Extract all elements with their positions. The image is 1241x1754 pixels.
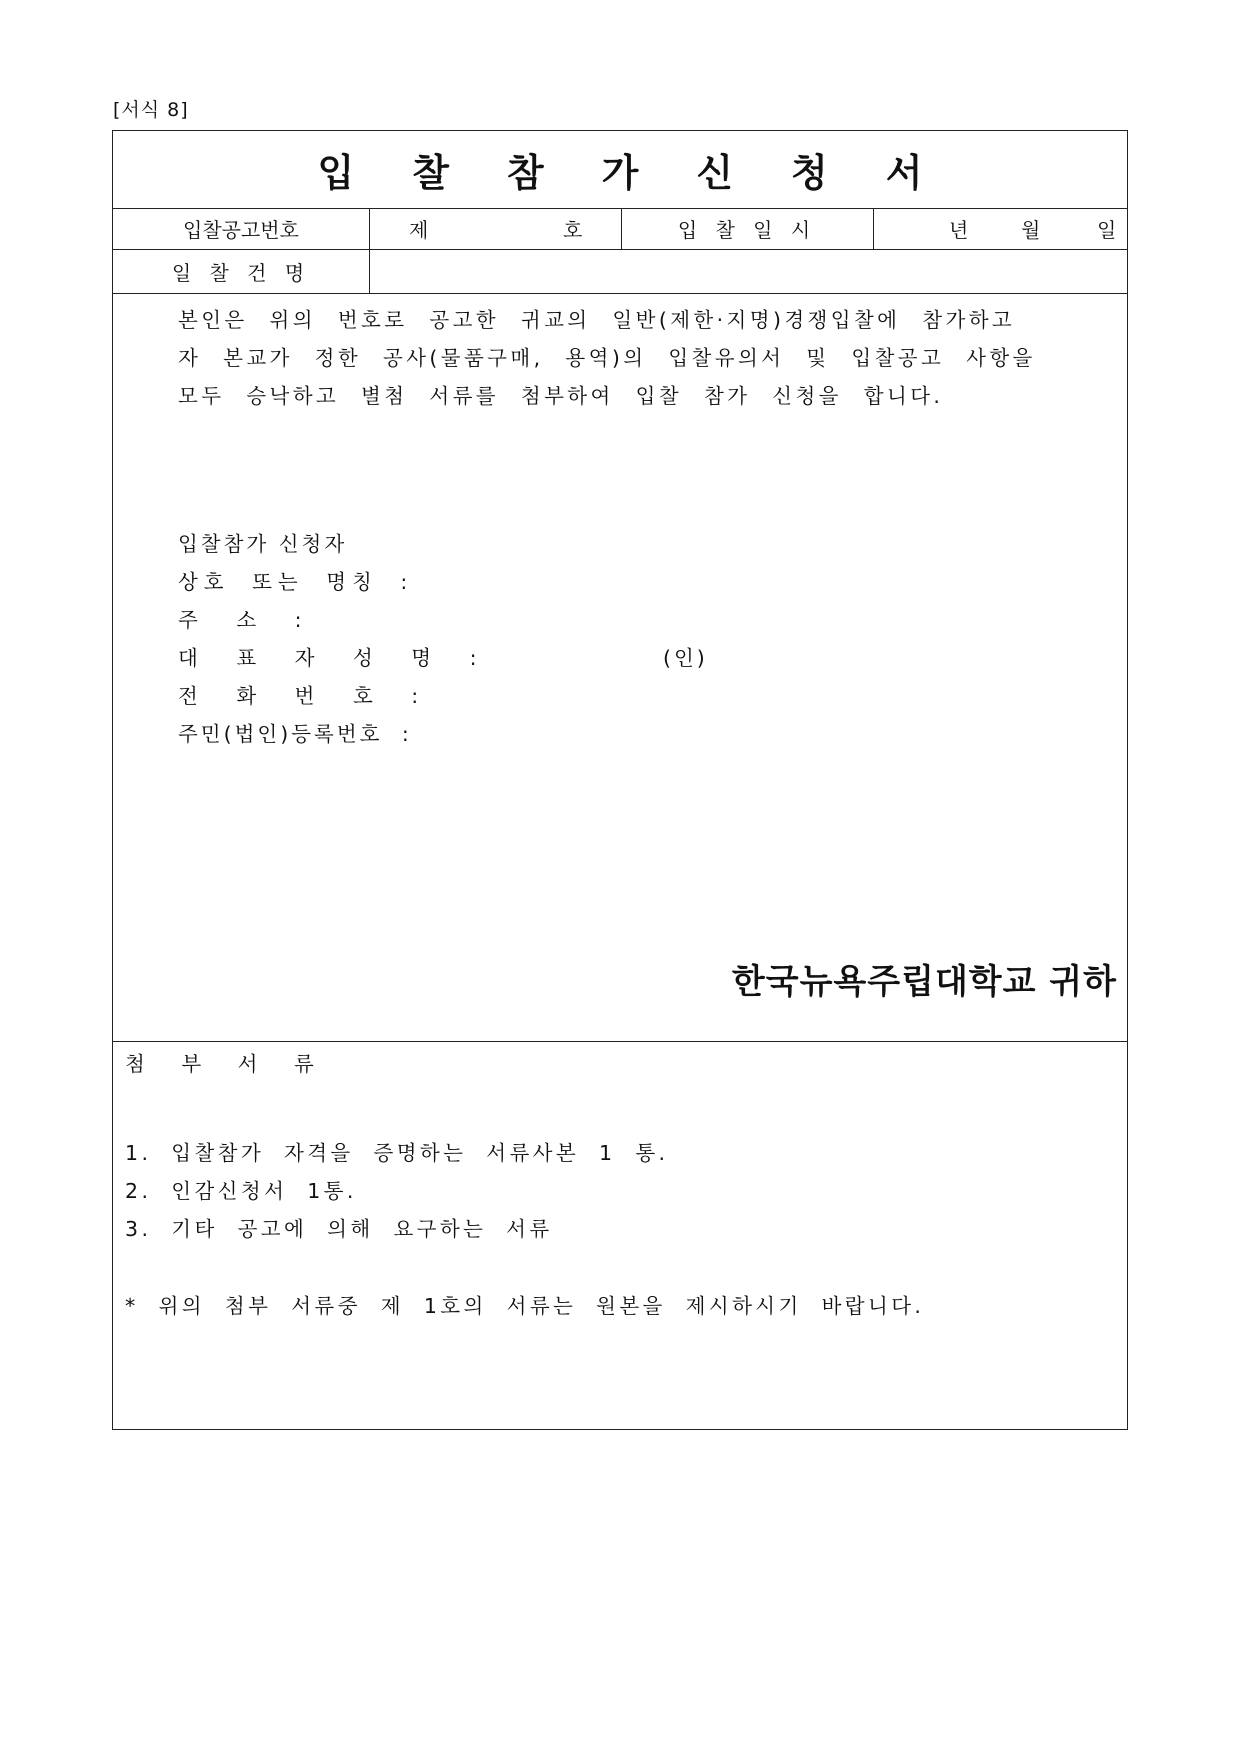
addressee: 한국뉴욕주립대학교 귀하 (731, 962, 1117, 1002)
registration-number-label: 주민(법인)등록번호 : (178, 722, 412, 746)
attachments-heading: 첨 부 서 류 (125, 1052, 320, 1076)
attachments-divider (113, 1041, 1127, 1042)
notice-number-prefix: 제 (409, 218, 429, 242)
applicant-heading: 입찰참가 신청자 (178, 532, 348, 556)
notice-number-suffix: 호 (563, 218, 583, 242)
bid-name-row (113, 250, 1127, 294)
day-label: 일 (1097, 218, 1117, 242)
seal-label: (인) (663, 646, 708, 670)
attachment-item: 2. 인감신청서 1통. (125, 1179, 357, 1203)
statement-line-1: 본인은 위의 번호로 공고한 귀교의 일반(제한·지명)경쟁입찰에 참가하고 (178, 308, 1016, 332)
notice-number-field[interactable] (369, 208, 621, 249)
statement-line-2: 자 본교가 정한 공사(물품구매, 용역)의 입찰유의서 및 입찰공고 사항을 (178, 346, 1036, 370)
form-title: 입찰참가신청서 (317, 151, 981, 195)
year-label: 년 (949, 218, 969, 242)
bid-date-label: 입 찰 일 시 (677, 218, 817, 242)
form-number: [서식 8] (113, 99, 189, 121)
bid-date-field[interactable] (873, 208, 1127, 249)
representative-label: 대 표 자 성 명 : (178, 646, 483, 670)
bid-name-label: 일 찰 건 명 (171, 261, 311, 285)
attachment-item: 3. 기타 공고에 의해 요구하는 서류 (125, 1217, 553, 1241)
bid-application-form (112, 130, 1128, 1430)
month-label: 월 (1021, 218, 1041, 242)
notice-number-label: 입찰공고번호 (183, 218, 299, 242)
attachment-item: 1. 입찰참가 자격을 증명하는 서류사본 1 통. (125, 1141, 669, 1165)
phone-label: 전 화 번 호 : (178, 684, 425, 708)
notice-row (113, 208, 1127, 250)
company-name-label: 상호 또는 명칭 : (178, 570, 414, 594)
title-row (113, 131, 1127, 209)
statement-line-3: 모두 승낙하고 별첨 서류를 첨부하여 입찰 참가 신청을 합니다. (178, 384, 944, 408)
attachments-note: * 위의 첨부 서류중 제 1호의 서류는 원본을 제시하시기 바랍니다. (125, 1294, 925, 1318)
address-label: 주 소 : (178, 608, 308, 632)
bid-name-field[interactable] (369, 250, 1127, 293)
